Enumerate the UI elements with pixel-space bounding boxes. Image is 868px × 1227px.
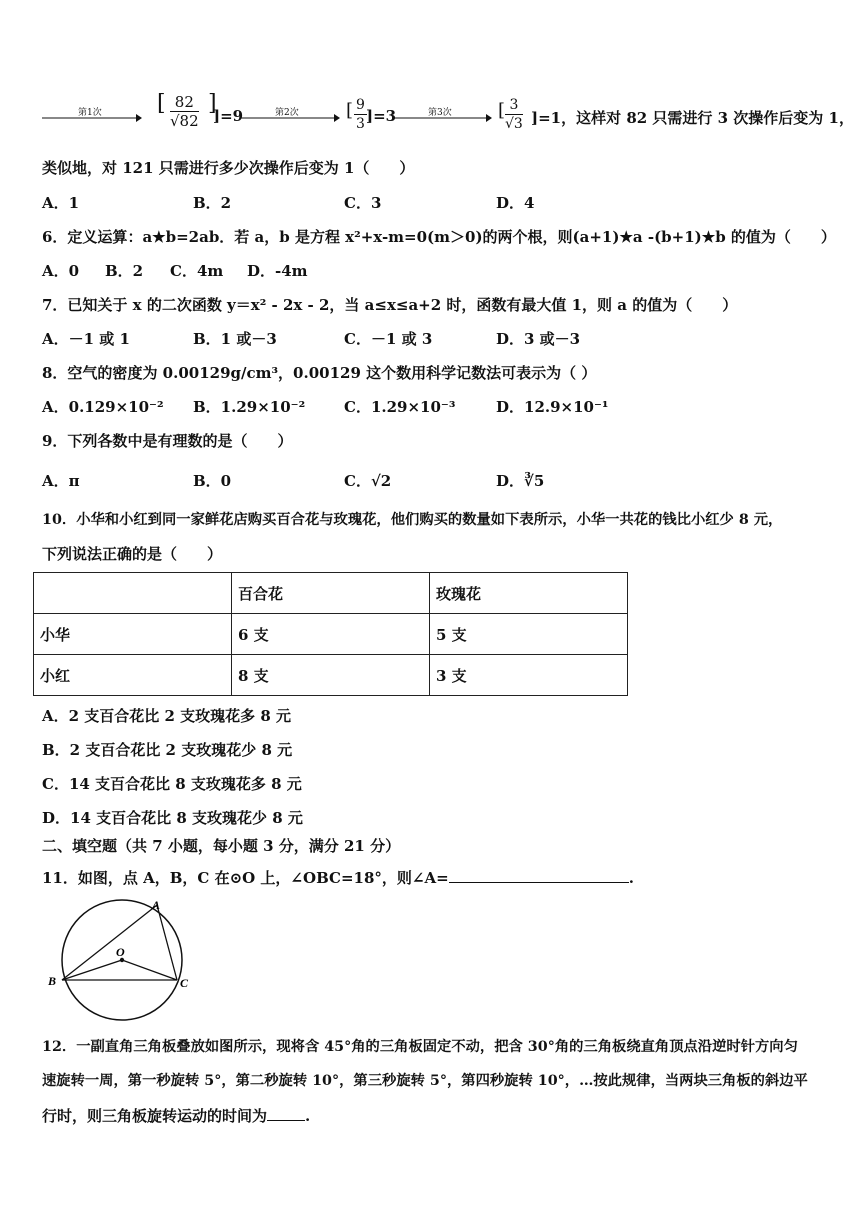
q5-option-c[interactable]: C．3 [344, 194, 382, 212]
arrow-1-icon [42, 112, 142, 124]
q7-option-a[interactable]: A．－1 或 1 [42, 330, 130, 348]
q8-option-c[interactable]: C．1.29×10⁻³ [344, 398, 456, 416]
q12-answer-blank[interactable] [267, 1104, 305, 1121]
q11-answer-blank[interactable] [449, 866, 629, 883]
q5-option-a[interactable]: A．1 [42, 194, 80, 212]
bracket-open-2: [ [346, 100, 354, 121]
fraction-1-num: 82 [170, 93, 199, 112]
step3-label: 第3次 [428, 108, 452, 118]
arrow-2-icon [240, 112, 340, 124]
table-cell: 5 支 [430, 614, 628, 655]
fraction-2-num: 9 [356, 97, 365, 113]
bracket-open-1: [ [157, 91, 166, 116]
fraction-1 [170, 93, 199, 130]
q10-option-d[interactable]: D．14 支百合花比 8 支玫瑰花少 8 元 [42, 809, 303, 827]
segment-bo [62, 960, 122, 980]
table-header-cell [34, 573, 232, 614]
q10-text-line2: 下列说法正确的是（ ） [42, 545, 223, 563]
arrow-3-icon [392, 112, 492, 124]
q12-line2: 速旋转一周，第一秒旋转 5°，第二秒旋转 10°，第三秒旋转 5°，第四秒旋转 10°，…按此规律，当两块三角板的斜边平 [42, 1073, 808, 1089]
label-c: C [180, 976, 189, 990]
table-row [34, 655, 628, 696]
table-header-cell: 百合花 [232, 573, 430, 614]
fraction-2 [354, 96, 367, 133]
q12-stem: 行时，则三角板旋转运动的时间为 [42, 1107, 268, 1125]
bracket-2-result: ]=3 [366, 107, 397, 125]
q12-end: . [305, 1107, 311, 1125]
table-cell: 8 支 [232, 655, 430, 696]
q11-end: . [628, 869, 634, 887]
label-a: A [152, 898, 161, 912]
table-header-cell: 玫瑰花 [430, 573, 628, 614]
bracket-open-3: [ [498, 100, 506, 121]
q10-table [33, 572, 628, 696]
fraction-2-den: 3 [356, 116, 365, 132]
q5-continuation: 类似地，对 121 只需进行多少次操作后变为 1（ ） [42, 159, 415, 177]
bracket-close-1: ] [208, 91, 217, 116]
q10-option-c[interactable]: C．14 支百合花比 8 支玫瑰花多 8 元 [42, 775, 302, 793]
step1-label: 第1次 [78, 108, 102, 118]
q9-option-d[interactable]: D．∛5 [496, 472, 545, 490]
q6-text: 6．定义运算：a★b=2ab．若 a，b 是方程 x²+x-m=0(m＞0)的两个根，则(a+1)★a -(b+1)★b 的值为（ ） [42, 228, 836, 246]
fraction-3-num: 3 [505, 96, 523, 115]
q8-option-a[interactable]: A．0.129×10⁻² [42, 398, 164, 416]
q11-stem: 11．如图，点 A，B，C 在⊙O 上，∠OBC=18°，则∠A= [42, 869, 449, 887]
q12-line1: 12．一副直角三角板叠放如图所示，现将含 45°角的三角板固定不动，把含 30°角的三角板绕直角顶点沿逆时针方向匀 [42, 1039, 798, 1055]
q7-option-d[interactable]: D．3 或－3 [496, 330, 581, 348]
table-row [34, 614, 628, 655]
q8-option-b[interactable]: B．1.29×10⁻² [193, 398, 306, 416]
q11-circle-figure [42, 895, 202, 1025]
q9-option-c[interactable]: C．√2 [344, 472, 392, 490]
q6-option-c[interactable]: C．4m [170, 262, 224, 280]
fraction-3 [505, 96, 523, 133]
q11-text [42, 866, 634, 888]
label-b: B [48, 974, 57, 988]
fraction-1-den: √82 [170, 112, 199, 130]
fraction-3-den: √3 [505, 116, 523, 132]
q9-option-b[interactable]: B．0 [193, 472, 232, 490]
table-cell: 小红 [34, 655, 232, 696]
section-2-heading: 二、填空题（共 7 小题，每小题 3 分，满分 21 分） [42, 837, 401, 855]
table-cell: 小华 [34, 614, 232, 655]
bracket-3-result: ]=1，这样对 82 只需进行 3 次操作后变为 1， [531, 109, 854, 127]
label-o: O [116, 945, 125, 959]
q7-text: 7．已知关于 x 的二次函数 y＝x² - 2x - 2，当 a≤x≤a+2 时，函数有最大值 1，则 a 的值为（ ） [42, 296, 738, 314]
q8-text: 8．空气的密度为 0.00129g/cm³，0.00129 这个数用科学记数法可表示为（ ） [42, 364, 597, 382]
table-cell: 3 支 [430, 655, 628, 696]
q6-option-d[interactable]: D．-4m [247, 262, 308, 280]
q10-text-line1: 10．小华和小红到同一家鲜花店购买百合花与玫瑰花，他们购买的数量如下表所示，小华一共花的钱比小红少 8 元， [42, 512, 783, 528]
q12-line3 [42, 1104, 310, 1126]
table-header-row [34, 573, 628, 614]
q6-option-a[interactable]: A．0 [42, 262, 80, 280]
segment-oc [122, 960, 177, 980]
q9-option-a[interactable]: A．π [42, 472, 80, 490]
table-cell: 6 支 [232, 614, 430, 655]
segment-ba [62, 905, 157, 980]
segment-ac [157, 905, 177, 980]
q9-text: 9．下列各数中是有理数的是（ ） [42, 432, 293, 450]
q6-option-b[interactable]: B．2 [105, 262, 144, 280]
q10-option-b[interactable]: B．2 支百合花比 2 支玫瑰花少 8 元 [42, 741, 293, 759]
q7-option-b[interactable]: B．1 或－3 [193, 330, 277, 348]
q7-option-c[interactable]: C．－1 或 3 [344, 330, 433, 348]
q10-option-a[interactable]: A．2 支百合花比 2 支玫瑰花多 8 元 [42, 707, 292, 725]
step2-label: 第2次 [275, 108, 299, 118]
bracket-1-result: ]=9 [213, 107, 244, 125]
q5-option-b[interactable]: B．2 [193, 194, 232, 212]
q5-option-d[interactable]: D．4 [496, 194, 535, 212]
q8-option-d[interactable]: D．12.9×10⁻¹ [496, 398, 609, 416]
